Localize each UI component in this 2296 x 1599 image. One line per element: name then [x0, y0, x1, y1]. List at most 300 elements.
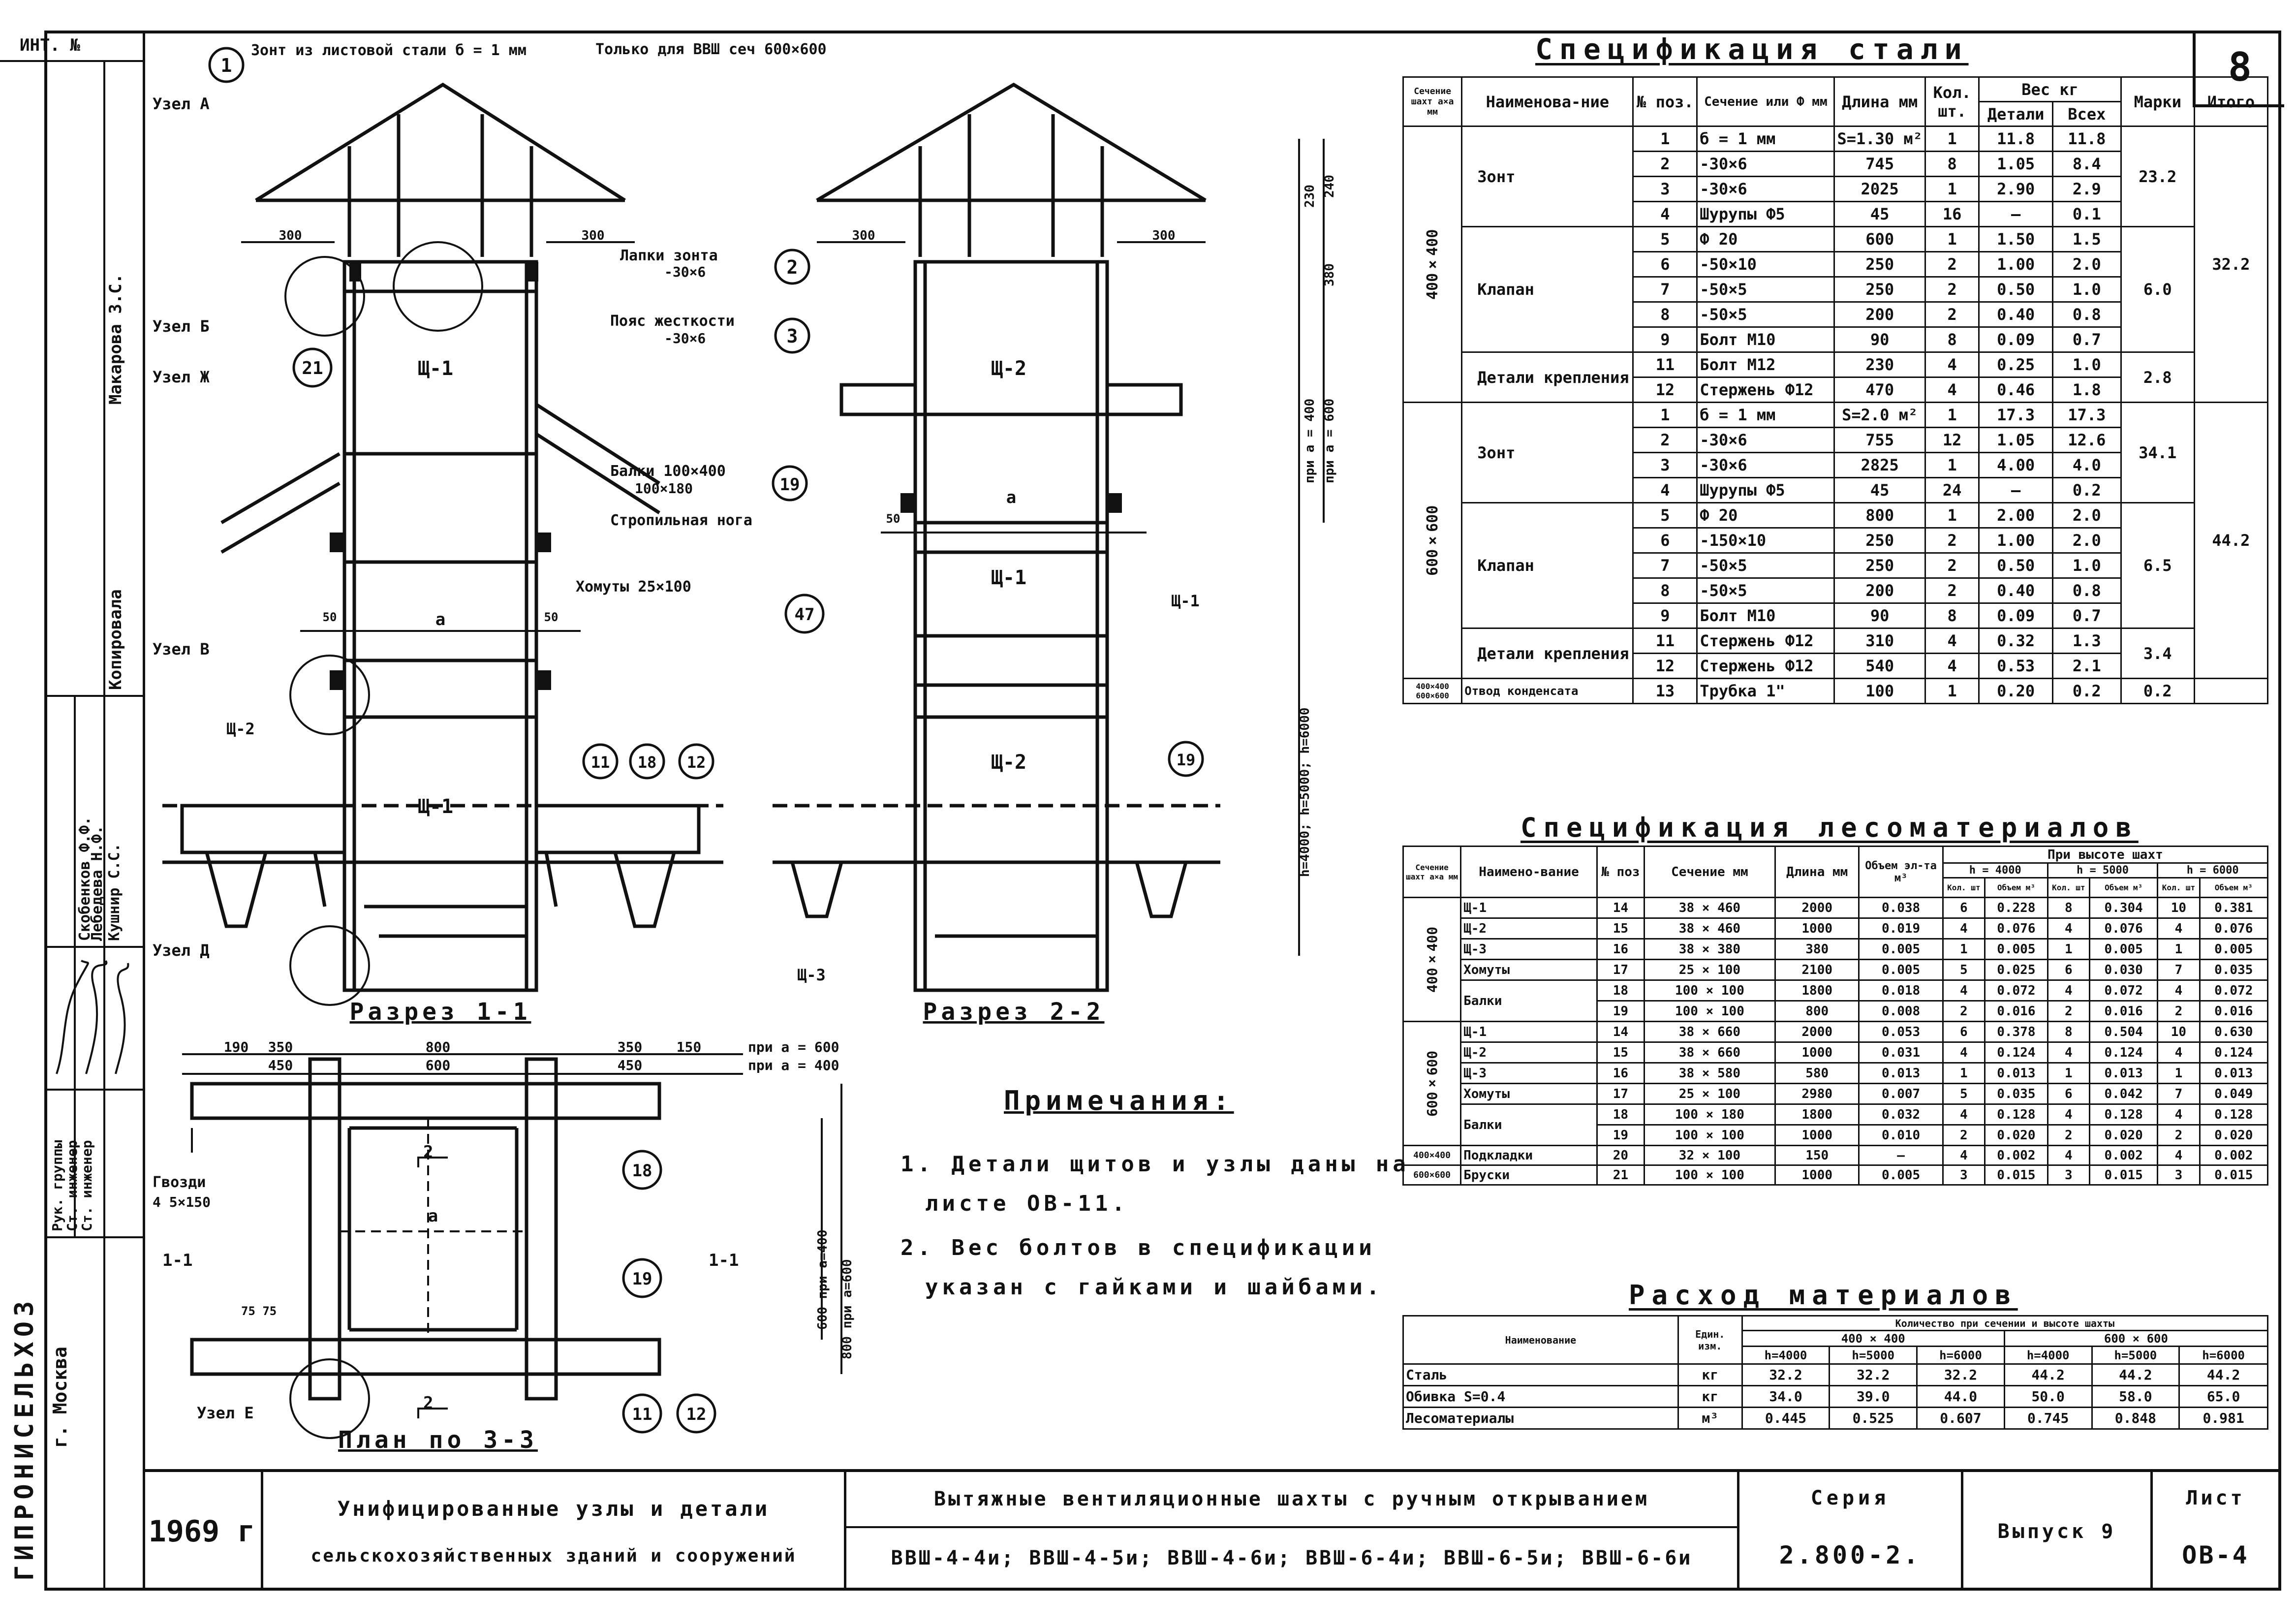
wood-cell: 1000	[1775, 1042, 1859, 1063]
label-lapki-size: -30×6	[664, 264, 706, 280]
wood-cell: 2980	[1775, 1084, 1859, 1104]
steel-cell: 4	[1633, 202, 1697, 227]
steel-cell: Ф 20	[1697, 227, 1834, 252]
wood-cell: 0.124	[2089, 1042, 2157, 1063]
wood-cell: 38 × 460	[1644, 898, 1775, 918]
tb-title-line2: ВВШ-4-4и; ВВШ-4-5и; ВВШ-4-6и; ВВШ-6-4и; ВВШ-6-5и; ВВШ-6-6и	[891, 1547, 1693, 1569]
strip-role-2: Ст. инженер	[64, 1140, 80, 1231]
consumption-cell: Лесоматериалы	[1403, 1408, 1678, 1429]
section-mark-right: 1-1	[709, 1251, 739, 1270]
wood-cell: 0.025	[1985, 960, 2048, 980]
steel-cell: 2	[1925, 277, 1979, 302]
dim-380: 380	[1322, 263, 1337, 286]
wood-cell: 0.076	[1985, 918, 2048, 939]
steel-cell: 2	[1633, 152, 1697, 177]
wood-cell: 0.076	[2089, 918, 2157, 939]
cons-h-s400: 400 × 400	[1742, 1331, 2004, 1347]
wood-cell: 1	[2048, 1063, 2089, 1084]
steel-cell: 2.1	[2052, 654, 2121, 679]
wood-cell: Щ-1	[1461, 1022, 1597, 1042]
steel-row	[1403, 403, 2268, 428]
wood-cell: 100 × 100	[1644, 1125, 1775, 1146]
steel-cell: 0.8	[2052, 302, 2121, 327]
label-a-1: а	[435, 610, 446, 629]
wood-cell: 1	[2158, 1063, 2200, 1084]
label-uzel-b: Узел Б	[153, 317, 210, 336]
wood-cell: 15	[1597, 1042, 1644, 1063]
steel-cell: 0.32	[1979, 628, 2052, 654]
consumption-cell: Обивка S=0.4	[1403, 1386, 1678, 1408]
wood-cell: 0.005	[1985, 939, 2048, 960]
steel-cell: 1	[1633, 403, 1697, 428]
label-gvozdi: Гвозди	[153, 1174, 206, 1191]
steel-cell: Стержень Ф12	[1697, 628, 1834, 654]
steel-cell: 1.00	[1979, 252, 2052, 277]
dim-450-a: 450	[268, 1057, 293, 1073]
consumption-cell: 0.525	[1830, 1408, 1917, 1429]
tb-sheet-value: ОВ-4	[2182, 1541, 2249, 1569]
wood-cell: 0.005	[1859, 960, 1943, 980]
steel-cell: 1	[1925, 227, 1979, 252]
wood-extra-cell: 4	[1943, 1146, 1985, 1165]
steel-cell: 12	[1925, 428, 1979, 453]
pri-600: при а = 600	[1322, 398, 1337, 483]
dim-800: 800	[425, 1039, 451, 1055]
consumption-cell: 32.2	[1830, 1364, 1917, 1386]
wood-cell: 4	[2048, 1042, 2089, 1063]
wood-cell: 0.072	[2089, 980, 2157, 1001]
wood-cell: 1	[2048, 939, 2089, 960]
label-shch2-a: Щ-2	[991, 357, 1027, 380]
steel-cell: 745	[1834, 152, 1925, 177]
section-mark-left: 1-1	[162, 1251, 193, 1270]
wood-cell: 0.031	[1859, 1042, 1943, 1063]
cons-h-h4: h=4000	[2004, 1347, 2092, 1364]
consumption-cell: м³	[1678, 1408, 1742, 1429]
steel-mark-cell: 34.1	[2121, 403, 2194, 503]
callout-19c: 19	[632, 1269, 652, 1289]
steel-cell: 250	[1834, 528, 1925, 553]
dim-50-c: 50	[886, 512, 900, 526]
wood-cell: 0.124	[1985, 1042, 2048, 1063]
wood-cell: 0.035	[2200, 960, 2267, 980]
wood-h-h4000: h = 4000	[1943, 863, 2048, 878]
wood-h-profile: Сечение мм	[1644, 847, 1775, 898]
wood-cell: 4	[2158, 1042, 2200, 1063]
steel-cell: 0.7	[2052, 327, 2121, 352]
wood-cell: 2	[2158, 1125, 2200, 1146]
wood-row	[1403, 1084, 2268, 1104]
steel-drain-name: Отвод конденсата	[1462, 679, 1633, 704]
wood-h-pos: № поз	[1597, 847, 1644, 898]
steel-cell: 8	[1633, 302, 1697, 327]
wood-cell: 1	[2158, 939, 2200, 960]
steel-cell: 0.53	[1979, 654, 2052, 679]
steel-cell: Стержень Ф12	[1697, 377, 1834, 403]
callout-12b: 12	[686, 1405, 707, 1424]
wood-cell: 16	[1597, 939, 1644, 960]
tb-title	[846, 1472, 1739, 1591]
wood-extra-cell: 3	[2048, 1165, 2089, 1185]
steel-cell: 250	[1834, 553, 1925, 578]
consumption-row	[1403, 1386, 2268, 1408]
steel-drain-row	[1403, 679, 2268, 704]
steel-cell: Шурупы Ф5	[1697, 478, 1834, 503]
pri-400: при а = 400	[1303, 398, 1317, 483]
strip-role-1: Рук. группы	[49, 1140, 65, 1231]
wood-row	[1403, 898, 2268, 918]
steel-cell: 1	[1925, 177, 1979, 202]
wood-cell: 5	[1943, 960, 1985, 980]
wood-extra-cell: 4	[2158, 1146, 2200, 1165]
steel-total-cell: 32.2	[2194, 126, 2267, 403]
steel-cell: 1.5	[2052, 227, 2121, 252]
left-strip	[0, 31, 145, 1591]
consumption-cell: 44.0	[1917, 1386, 2005, 1408]
label-h-note: h=4000; h=5000; h=6000	[1298, 707, 1312, 877]
wood-cell: 0.378	[1985, 1022, 2048, 1042]
wood-cell: 4	[1943, 1042, 1985, 1063]
steel-cell: 0.2	[2052, 478, 2121, 503]
note-2: 2. Вес болтов в спецификации	[900, 1235, 1376, 1260]
wood-row	[1403, 918, 2268, 939]
wood-cell: Щ-2	[1461, 918, 1597, 939]
steel-cell: 4	[1925, 377, 1979, 403]
wood-extra-cell: 0.015	[1985, 1165, 2048, 1185]
wood-extra-cell: 150	[1775, 1146, 1859, 1165]
label-uzel-e: Узел Е	[197, 1404, 254, 1422]
steel-h-mark: Марки	[2121, 77, 2194, 126]
steel-cell: 11.8	[2052, 126, 2121, 152]
steel-part-name: Клапан	[1462, 227, 1633, 352]
tb-series	[1739, 1472, 1963, 1591]
consumption-cell: 39.0	[1830, 1386, 1917, 1408]
wood-cell: 2	[1943, 1001, 1985, 1022]
steel-cell: 6	[1633, 528, 1697, 553]
wood-extra-cell: 400×400	[1403, 1146, 1461, 1165]
label-uzel-v: Узел В	[153, 640, 210, 658]
steel-cell: 2.0	[2052, 252, 2121, 277]
strip-sig-name-2: Лебедева Н.Ф.	[89, 825, 106, 941]
steel-cell: 1.0	[2052, 277, 2121, 302]
wood-h-h5000: h = 5000	[2048, 863, 2158, 878]
steel-cell: 6	[1633, 252, 1697, 277]
steel-cell: 7	[1633, 553, 1697, 578]
wood-cell: 0.020	[1985, 1125, 2048, 1146]
wood-cell: 0.007	[1859, 1084, 1943, 1104]
wood-cell: 0.010	[1859, 1125, 1943, 1146]
callout-18b: 18	[632, 1161, 652, 1181]
steel-cell: Болт М10	[1697, 603, 1834, 628]
steel-cell: 4	[1925, 628, 1979, 654]
wood-cell: 0.504	[2089, 1022, 2157, 1042]
wood-cell: 0.053	[1859, 1022, 1943, 1042]
label-shch1-d: Щ-1	[1171, 592, 1200, 610]
wood-cell: 10	[2158, 898, 2200, 918]
cons-h-h6: h=6000	[2179, 1347, 2268, 1364]
label-poyas: Пояс жесткости	[610, 313, 735, 330]
dim-50-a: 50	[322, 610, 337, 624]
steel-cell: 1	[1633, 126, 1697, 152]
wood-extra-cell: 20	[1597, 1146, 1644, 1165]
steel-cell: б = 1 мм	[1697, 403, 1834, 428]
steel-cell: Болт М12	[1697, 352, 1834, 377]
steel-drain-section: 400×400 600×600	[1403, 679, 1462, 704]
wood-row	[1403, 939, 2268, 960]
wood-cell: 16	[1597, 1063, 1644, 1084]
wood-cell: 0.005	[2089, 939, 2157, 960]
steel-drain-pos: 13	[1633, 679, 1697, 704]
wood-cell: 0.016	[2089, 1001, 2157, 1022]
callout-3: 3	[786, 325, 798, 347]
steel-cell: 90	[1834, 327, 1925, 352]
consumption-cell: кг	[1678, 1386, 1742, 1408]
wood-cell: 0.030	[2089, 960, 2157, 980]
wood-cell: 0.042	[2089, 1084, 2157, 1104]
steel-cell: -50×5	[1697, 578, 1834, 603]
callout-11: 11	[590, 753, 610, 772]
steel-cell: 0.8	[2052, 578, 2121, 603]
steel-cell: 1.05	[1979, 152, 2052, 177]
wood-spec-title: Спецификация лесоматериалов	[1520, 812, 2139, 843]
steel-cell: 0.09	[1979, 327, 2052, 352]
steel-cell: 0.40	[1979, 302, 2052, 327]
steel-cell: 1.0	[2052, 352, 2121, 377]
steel-total-cell: 44.2	[2194, 403, 2267, 679]
wood-cell: 0.016	[2200, 1001, 2267, 1022]
consumption-table	[1402, 1315, 2268, 1430]
callout-18: 18	[637, 753, 657, 772]
steel-cell: 17.3	[2052, 403, 2121, 428]
wood-cell: 7	[2158, 1084, 2200, 1104]
steel-cell: 9	[1633, 603, 1697, 628]
steel-h-all: Всех	[2052, 102, 2121, 126]
steel-h-length: Длина мм	[1834, 77, 1925, 126]
wood-cell: 8	[2048, 898, 2089, 918]
wood-cell: 8	[2048, 1022, 2089, 1042]
consumption-cell: 32.2	[1917, 1364, 2005, 1386]
steel-cell: 250	[1834, 252, 1925, 277]
steel-cell: 2.90	[1979, 177, 2052, 202]
callout-47: 47	[794, 605, 815, 625]
wood-spec-table	[1402, 846, 2268, 1186]
wood-extra-cell: 32 × 100	[1644, 1146, 1775, 1165]
callout-2: 2	[786, 256, 798, 278]
callout-1: 1	[220, 55, 232, 76]
steel-cell: 2	[1925, 578, 1979, 603]
steel-part-name: Детали крепления	[1462, 352, 1633, 403]
consumption-row	[1403, 1408, 2268, 1429]
dim-800-600: 800 при а=600	[840, 1259, 855, 1359]
steel-mark-cell: 2.8	[2121, 352, 2194, 403]
wood-cell: 4	[1943, 980, 1985, 1001]
cons-h-h3: h=6000	[1917, 1347, 2005, 1364]
dim-600-400: 600 при а=400	[815, 1229, 830, 1330]
wood-extra-cell: 1000	[1775, 1165, 1859, 1185]
wood-cell: Хомуты	[1461, 960, 1597, 980]
wood-cell: Балки	[1461, 1104, 1597, 1146]
wood-cell: 4	[2048, 1104, 2089, 1125]
wood-cell: 6	[2048, 1084, 2089, 1104]
steel-cell: 0.09	[1979, 603, 2052, 628]
consumption-cell: 44.2	[2179, 1364, 2268, 1386]
steel-cell: 45	[1834, 202, 1925, 227]
steel-cell: 2	[1633, 428, 1697, 453]
dim-300-d: 300	[1152, 228, 1176, 243]
wood-cell: Щ-1	[1461, 898, 1597, 918]
label-balki2: 100×180	[635, 480, 693, 497]
steel-cell: 0.7	[2052, 603, 2121, 628]
wood-cell: Балки	[1461, 980, 1597, 1022]
steel-cell: 90	[1834, 603, 1925, 628]
dim-150: 150	[676, 1039, 702, 1055]
wood-h-length: Длина мм	[1775, 847, 1859, 898]
label-gvozdi-size: 4 5×150	[153, 1194, 211, 1210]
label-poyas-size: -30×6	[664, 330, 706, 346]
steel-part-name: Клапан	[1462, 503, 1633, 628]
wood-cell: 0.016	[1985, 1001, 2048, 1022]
consumption-cell: 50.0	[2004, 1386, 2092, 1408]
wood-cell: 0.013	[2200, 1063, 2267, 1084]
steel-drain-length: 100	[1834, 679, 1925, 704]
strip-city: г. Москва	[49, 1347, 71, 1448]
wood-cell: Щ-3	[1461, 1063, 1597, 1084]
steel-row	[1403, 352, 2268, 377]
label-uzel-d: Узел Д	[153, 941, 210, 960]
wood-extra-cell: Подкладки	[1461, 1146, 1597, 1165]
label-shch1-c: Щ-1	[991, 566, 1027, 589]
callout-12: 12	[686, 753, 706, 772]
steel-part-name: Зонт	[1462, 403, 1633, 503]
steel-mark-cell: 3.4	[2121, 628, 2194, 679]
steel-h-pos: № поз.	[1633, 77, 1697, 126]
wood-cell: 0.013	[2089, 1063, 2157, 1084]
strip-header: ИНТ. №	[20, 35, 80, 55]
steel-cell: 755	[1834, 428, 1925, 453]
wood-h-qty-3: Кол. шт	[2158, 878, 2200, 898]
steel-section-cell: 400×400	[1403, 126, 1462, 403]
wood-cell: 0.128	[2089, 1104, 2157, 1125]
wood-cell: 7	[2158, 960, 2200, 980]
wood-cell: 25 × 100	[1644, 960, 1775, 980]
steel-cell: Ф 20	[1697, 503, 1834, 528]
steel-cell: 250	[1834, 277, 1925, 302]
label-a-3: а	[428, 1206, 438, 1226]
wood-cell: 2100	[1775, 960, 1859, 980]
pri-a400: при а = 400	[748, 1057, 839, 1073]
steel-cell: 230	[1834, 352, 1925, 377]
steel-h-detail: Детали	[1979, 102, 2052, 126]
steel-drain-qty: 1	[1925, 679, 1979, 704]
wood-extra-cell: 100 × 100	[1644, 1165, 1775, 1185]
wood-cell: 0.128	[2200, 1104, 2267, 1125]
wood-cell: 14	[1597, 1022, 1644, 1042]
note-1: 1. Детали щитов и узлы даны на	[900, 1152, 1410, 1177]
wood-section-cell: 400×400	[1403, 898, 1461, 1022]
steel-cell: 0.1	[2052, 202, 2121, 227]
wood-extra-cell: —	[1859, 1146, 1943, 1165]
wood-cell: 38 × 380	[1644, 939, 1775, 960]
consumption-row	[1403, 1364, 2268, 1386]
note-2b: указан с гайками и шайбами.	[925, 1275, 1384, 1300]
tb-org-line2: сельскохозяйственных зданий и сооружений	[310, 1546, 797, 1566]
wood-cell: 38 × 460	[1644, 918, 1775, 939]
wood-cell: 0.076	[2200, 918, 2267, 939]
wood-h-vol-2: Объем м³	[2089, 878, 2157, 898]
wood-cell: 0.008	[1859, 1001, 1943, 1022]
steel-cell: 2	[1925, 302, 1979, 327]
steel-cell: -50×5	[1697, 277, 1834, 302]
label-balki: Балки 100×400	[610, 463, 726, 480]
tb-series-label: Серия	[1810, 1487, 1890, 1509]
steel-drain-w_all: 0.2	[2052, 679, 2121, 704]
wood-extra-cell: 0.015	[2200, 1165, 2267, 1185]
steel-cell: 4.0	[2052, 453, 2121, 478]
steel-cell: 2025	[1834, 177, 1925, 202]
steel-cell: 9	[1633, 327, 1697, 352]
steel-cell: 800	[1834, 503, 1925, 528]
steel-cell: 11	[1633, 352, 1697, 377]
steel-cell: 1.00	[1979, 528, 2052, 553]
steel-cell: S=2.0 м²	[1834, 403, 1925, 428]
wood-row	[1403, 960, 2268, 980]
cons-h-name: Наименование	[1403, 1316, 1678, 1364]
tb-sheet	[2153, 1472, 2278, 1591]
steel-cell: 12	[1633, 654, 1697, 679]
consumption-cell: 44.2	[2092, 1364, 2179, 1386]
wood-extra-cell: 0.002	[2089, 1146, 2157, 1165]
tb-issue: Выпуск 9	[1963, 1472, 2153, 1591]
steel-cell: -50×10	[1697, 252, 1834, 277]
wood-extra-cell: 21	[1597, 1165, 1644, 1185]
steel-cell: 200	[1834, 302, 1925, 327]
wood-cell: 5	[1943, 1084, 1985, 1104]
title-razrez-11: Разрез 1-1	[349, 998, 531, 1026]
steel-part-name: Детали крепления	[1462, 628, 1633, 679]
wood-cell: Хомуты	[1461, 1084, 1597, 1104]
wood-cell: 17	[1597, 1084, 1644, 1104]
steel-cell: 1.8	[2052, 377, 2121, 403]
cons-h-h2: h=5000	[1830, 1347, 1917, 1364]
dim-350-a: 350	[268, 1039, 293, 1055]
strip-role-3: Ст. инженер	[79, 1140, 95, 1231]
label-shch2-b: Щ-2	[991, 751, 1027, 774]
wood-extra-cell: 0.002	[2200, 1146, 2267, 1165]
steel-cell: 2.0	[2052, 503, 2121, 528]
dim-450-b: 450	[617, 1057, 643, 1073]
consumption-cell: 0.745	[2004, 1408, 2092, 1429]
dim-600: 600	[425, 1057, 451, 1073]
wood-extra-cell: Бруски	[1461, 1165, 1597, 1185]
strip-sig-name-3: Кушнир С.С.	[106, 843, 123, 941]
steel-mark-cell: 23.2	[2121, 126, 2194, 227]
wood-cell: 6	[2048, 960, 2089, 980]
wood-extra-row	[1403, 1165, 2268, 1185]
label-shch1-b: Щ-1	[417, 795, 454, 818]
steel-cell: -50×5	[1697, 553, 1834, 578]
steel-h-profile: Сечение или Ф мм	[1697, 77, 1834, 126]
label-shch3: Щ-3	[797, 966, 826, 984]
steel-cell: 1.50	[1979, 227, 2052, 252]
wood-cell: 6	[1943, 898, 1985, 918]
wood-cell: 0.032	[1859, 1104, 1943, 1125]
wood-cell: 4	[2048, 918, 2089, 939]
title-plan: План по 3-3	[338, 1426, 538, 1454]
wood-h-qty-2: Кол. шт	[2048, 878, 2089, 898]
wood-cell: 2	[2158, 1001, 2200, 1022]
consumption-cell: 0.445	[1742, 1408, 1830, 1429]
steel-cell: 5	[1633, 503, 1697, 528]
